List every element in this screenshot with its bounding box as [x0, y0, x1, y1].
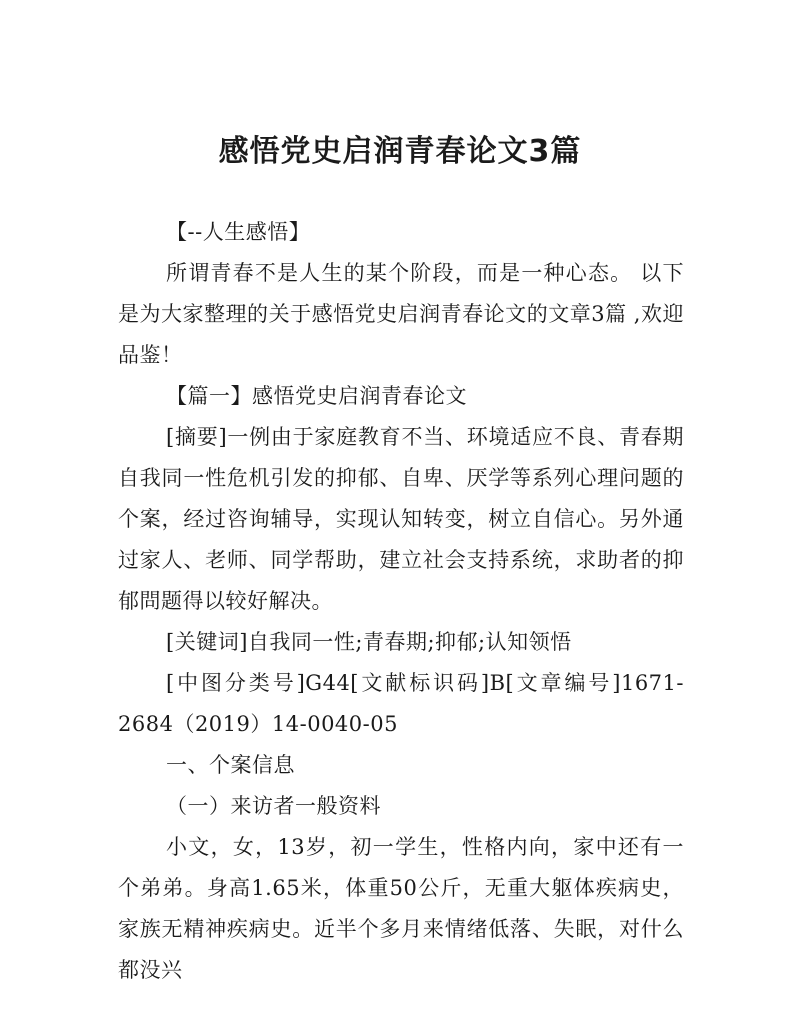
tag-line: 【--人生感悟】: [166, 220, 311, 244]
intro-paragraph: 所谓青春不是人生的某个阶段，而是一种心态。 以下是为大家整理的关于感悟党史启润青春论文的文章3篇 ,欢迎品鉴！: [118, 261, 684, 367]
section-heading-part-one: 【篇一】感悟党史启润青春论文: [166, 384, 467, 408]
keywords-line: [关键词]自我同一性;青春期;抑郁;认知领悟: [166, 630, 572, 654]
classification-line: [中图分类号]G44[文献标识码]B[文章编号]1671-2684（2019）14-0040-05: [118, 671, 684, 736]
subsection-heading-basic-info: （一）来访者一般资料: [166, 794, 381, 818]
case-description-paragraph: 小文，女，13岁，初一学生，性格内向，家中还有一个弟弟。身高1.65米，体重50公斤，无重大躯体疾病史，家族无精神疾病史。近半个多月来情绪低落、失眠，对什么都没兴: [118, 835, 684, 982]
document-title: 感悟党史启润青春论文3篇: [218, 134, 582, 169]
section-heading-case-info: 一、个案信息: [166, 753, 295, 777]
document-body: [118, 212, 684, 991]
abstract-paragraph: [摘要]一例由于家庭教育不当、环境适应不良、青春期自我同一性危机引发的抑郁、自卑、厌学等系列心理问题的个案，经过咨询辅导，实现认知转变，树立自信心。另外通过家人、老师、同学帮助，建立社会支持系统，求助者的抑郁問题得以较好解决。: [118, 425, 684, 613]
